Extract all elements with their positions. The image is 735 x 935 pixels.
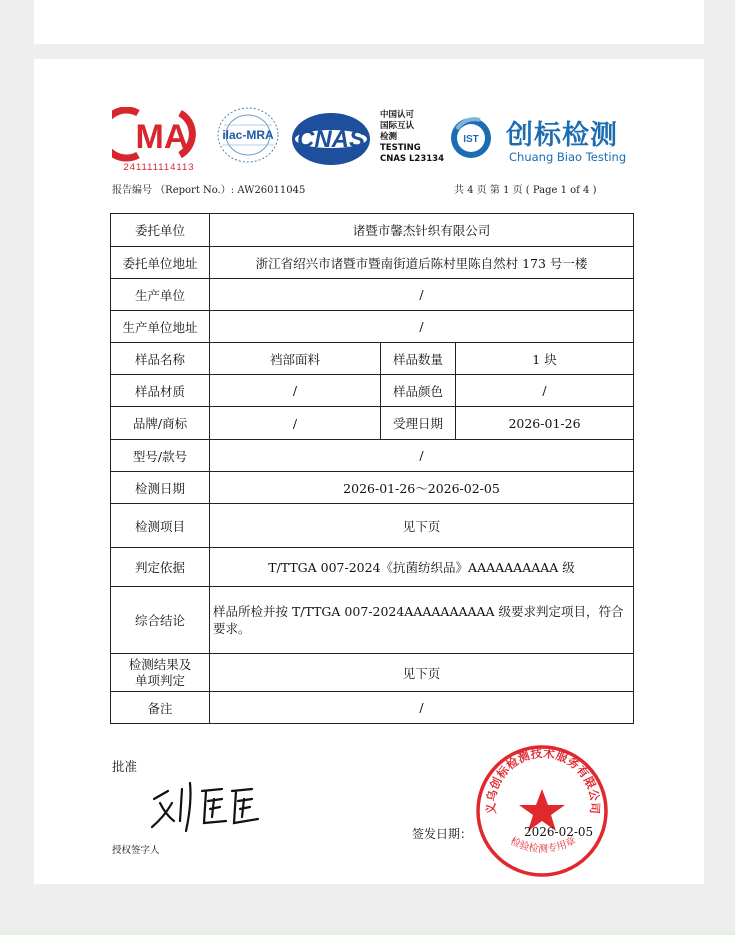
viewer-bottom-bar	[0, 931, 735, 935]
ilac-mra-logo	[214, 105, 282, 165]
brand-label: 品牌/商标	[111, 407, 210, 440]
remark-value: /	[210, 692, 634, 724]
sample-quantity-label: 样品数量	[381, 343, 456, 375]
cnas-logo	[290, 111, 372, 167]
results-label-line2: 单项判定	[134, 672, 185, 688]
manufacturer-address-label: 生产单位地址	[111, 311, 210, 343]
model-label: 型号/款号	[111, 440, 210, 472]
received-date-value: 2026-01-26	[456, 407, 634, 440]
client-value: 诸暨市馨杰针织有限公司	[210, 214, 634, 247]
table-row	[111, 440, 634, 472]
table-row	[111, 407, 634, 440]
conclusion-label: 综合结论	[111, 587, 210, 654]
table-row	[111, 504, 634, 548]
manufacturer-address-value: /	[210, 311, 634, 343]
report-number: 报告编号 （Report No.）: AW26011045	[112, 185, 306, 196]
basis-value: T/TTGA 007-2024《抗菌纺织品》AAAAAAAAAA 级	[210, 548, 634, 587]
svg-text:ilac-MRA: ilac-MRA	[222, 128, 274, 142]
table-row	[111, 587, 634, 654]
company-name-en: Chuang Biao Testing	[509, 150, 627, 164]
manufacturer-value: /	[210, 279, 634, 311]
table-row	[111, 692, 634, 724]
conclusion-value: 样品所检并按 T/TTGA 007-2024AAAAAAAAAA 级要求判定项目，符合要求。	[210, 587, 634, 654]
previous-page-edge	[34, 0, 704, 44]
test-items-label: 检测项目	[111, 504, 210, 548]
official-seal	[474, 743, 610, 879]
issue-date-label: 签发日期：	[412, 827, 473, 841]
brand-value: /	[210, 407, 381, 440]
issue-date-value: 2026-02-05	[524, 825, 594, 839]
results-value: 见下页	[210, 654, 634, 692]
sample-quantity-value: 1 块	[456, 343, 634, 375]
approval-label: 批准	[112, 759, 138, 774]
color-value: /	[456, 375, 634, 407]
table-row	[111, 311, 634, 343]
results-label	[111, 654, 210, 692]
material-value: /	[210, 375, 381, 407]
handwritten-signature	[146, 777, 266, 837]
cnas-accreditation-text: 中国认可 国际互认 检测 TESTING CNAS L23134	[380, 110, 444, 164]
client-address-label: 委托单位地址	[111, 247, 210, 279]
received-date-label: 受理日期	[381, 407, 456, 440]
test-date-value: 2026-01-26～2026-02-05	[210, 472, 634, 504]
authorized-signer-label: 授权签字人	[112, 845, 160, 856]
sample-name-label: 样品名称	[111, 343, 210, 375]
company-name-cn: 创标检测	[506, 120, 618, 151]
page-indicator: 共 4 页 第 1 页 ( Page 1 of 4 )	[454, 185, 597, 196]
svg-text:义乌创标检测技术服务有限公司: 义乌创标检测技术服务有限公司	[483, 745, 603, 815]
model-value: /	[210, 440, 634, 472]
report-info-table	[110, 213, 634, 724]
client-address-value: 浙江省绍兴市诸暨市暨南街道后陈村里陈自然村 173 号一楼	[210, 247, 634, 279]
material-label: 样品材质	[111, 375, 210, 407]
svg-text:CNAS: CNAS	[296, 126, 366, 153]
test-items-value: 见下页	[210, 504, 634, 548]
test-date-label: 检测日期	[111, 472, 210, 504]
table-row	[111, 375, 634, 407]
sample-name-value: 裆部面料	[210, 343, 381, 375]
table-row	[111, 247, 634, 279]
manufacturer-label: 生产单位	[111, 279, 210, 311]
table-row	[111, 654, 634, 692]
table-row	[111, 279, 634, 311]
results-label-line1: 检测结果及	[128, 656, 192, 672]
report-page	[34, 59, 704, 884]
table-row	[111, 548, 634, 587]
svg-text:241111114113: 241111114113	[123, 162, 195, 173]
svg-text:IST: IST	[463, 134, 479, 145]
svg-text:MA: MA	[135, 118, 189, 156]
table-row	[111, 343, 634, 375]
color-label: 样品颜色	[381, 375, 456, 407]
table-row	[111, 214, 634, 247]
svg-text:检验检测专用章: 检验检测专用章	[508, 835, 578, 856]
cma-logo	[112, 107, 206, 173]
table-row	[111, 472, 634, 504]
client-label: 委托单位	[111, 214, 210, 247]
basis-label: 判定依据	[111, 548, 210, 587]
remark-label: 备注	[111, 692, 210, 724]
ist-logo	[450, 117, 492, 159]
